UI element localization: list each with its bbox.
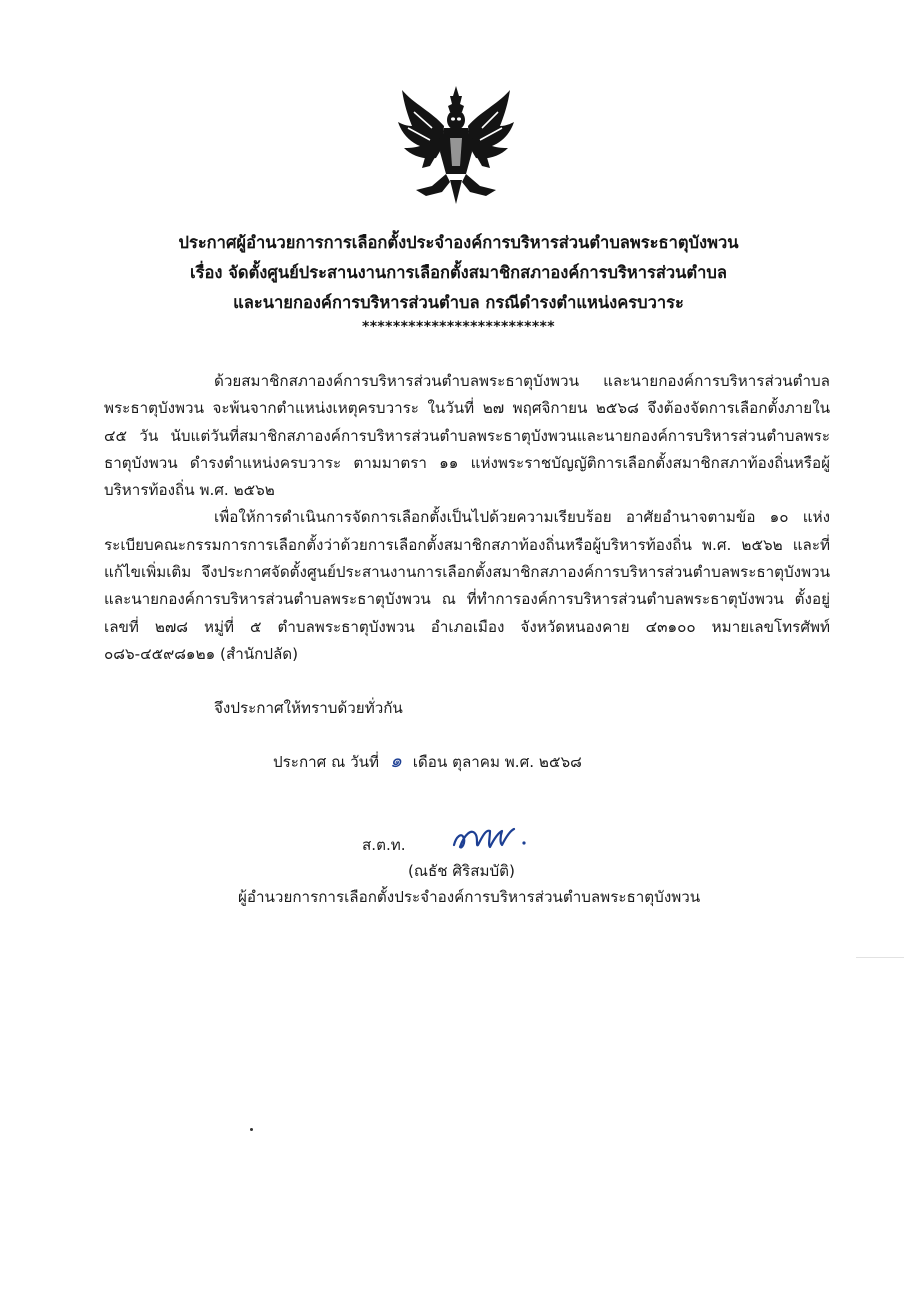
closing-statement: จึงประกาศให้ทราบด้วยทั่วกัน — [214, 699, 403, 717]
scan-speck — [250, 1128, 253, 1131]
date-day: ๑ — [389, 750, 402, 772]
paragraph-2: เพื่อให้การดำเนินการจัดการเลือกตั้งเป็นไปด้วยความเรียบร้อย อาศัยอำนาจตามข้อ ๑๐ แห่งระเบียบคณะกรรมการการเลือกตั้งว่าด้วยการเลือกตั้งสมาชิกสภาท้องถิ่นหรือผู้บริหารท้องถิ่น พ.ศ. ๒๕๖๒ และที่แก้ไขเพิ่มเติม จึงประกาศจัดตั้งศูนย์ประสานงานการเลือกตั้งสมาชิกสภาองค์การบริหารส่วนตำบลพระธาตุบังพวนและนายกองค์การบริหารส่วนตำบลพระธาตุบังพวน ณ ที่ทำการองค์การบริหารส่วนตำบลพระธาตุบังพวน ตั้งอยู่เลขที่ ๒๗๘ หมู่ที่ ๕ ตำบลพระธาตุบังพวน อำเภอเมือง จังหวัดหนองคาย ๔๓๑๐๐ หมายเลขโทรศัพท์ ๐๘๖-๔๕๙๘๑๒๑ (สำนักปลัด) — [104, 508, 830, 663]
title-line-1: ประกาศผู้อำนวยการการเลือกตั้งประจำองค์การบริหารส่วนตำบลพระธาตุบังพวน — [178, 233, 739, 252]
date-month-year: เดือน ตุลาคม พ.ศ. ๒๕๖๘ — [412, 753, 582, 771]
handwritten-signature — [446, 815, 536, 859]
paragraph-1: ด้วยสมาชิกสภาองค์การบริหารส่วนตำบลพระธาตุบังพวน และนายกองค์การบริหารส่วนตำบลพระธาตุบังพวน จะพ้นจากตำแหน่งเหตุครบวาระ ในวันที่ ๒๗ พฤศจิกายน ๒๕๖๘ จึงต้องจัดการเลือกตั้งภายใน ๔๕ วัน นับแต่วันที่สมาชิกสภาองค์การบริหารส่วนตำบลพระธาตุบังพวนและนายกองค์การบริหารส่วนตำบลพระธาตุบังพวน ดำรงตำแหน่งครบวาระ ตามมาตรา ๑๑ แห่งพระราชบัญญัติการเลือกตั้งสมาชิกสภาท้องถิ่นหรือผู้บริหารท้องถิ่น พ.ศ. ๒๕๖๒ — [104, 372, 830, 500]
signer-rank: ส.ต.ท. — [362, 836, 406, 854]
signer-position: ผู้อำนวยการการเลือกตั้งประจำองค์การบริหารส่วนตำบลพระธาตุบังพวน — [238, 888, 701, 906]
document-title — [60, 228, 857, 338]
garuda-emblem-icon — [392, 82, 520, 210]
signer-name: (ณธัช ศิริสมบัติ) — [408, 862, 515, 880]
title-separator: ************************* — [361, 319, 556, 335]
document-body — [104, 368, 830, 668]
announcement-date — [273, 746, 582, 776]
title-line-2: เรื่อง จัดตั้งศูนย์ประสานงานการเลือกตั้งสมาชิกสภาองค์การบริหารส่วนตำบล — [190, 263, 727, 282]
date-prefix: ประกาศ ณ วันที่ — [273, 753, 379, 771]
scan-mark — [856, 957, 904, 958]
title-line-3: และนายกองค์การบริหารส่วนตำบล กรณีดำรงตำแหน่งครบวาระ — [233, 293, 684, 312]
